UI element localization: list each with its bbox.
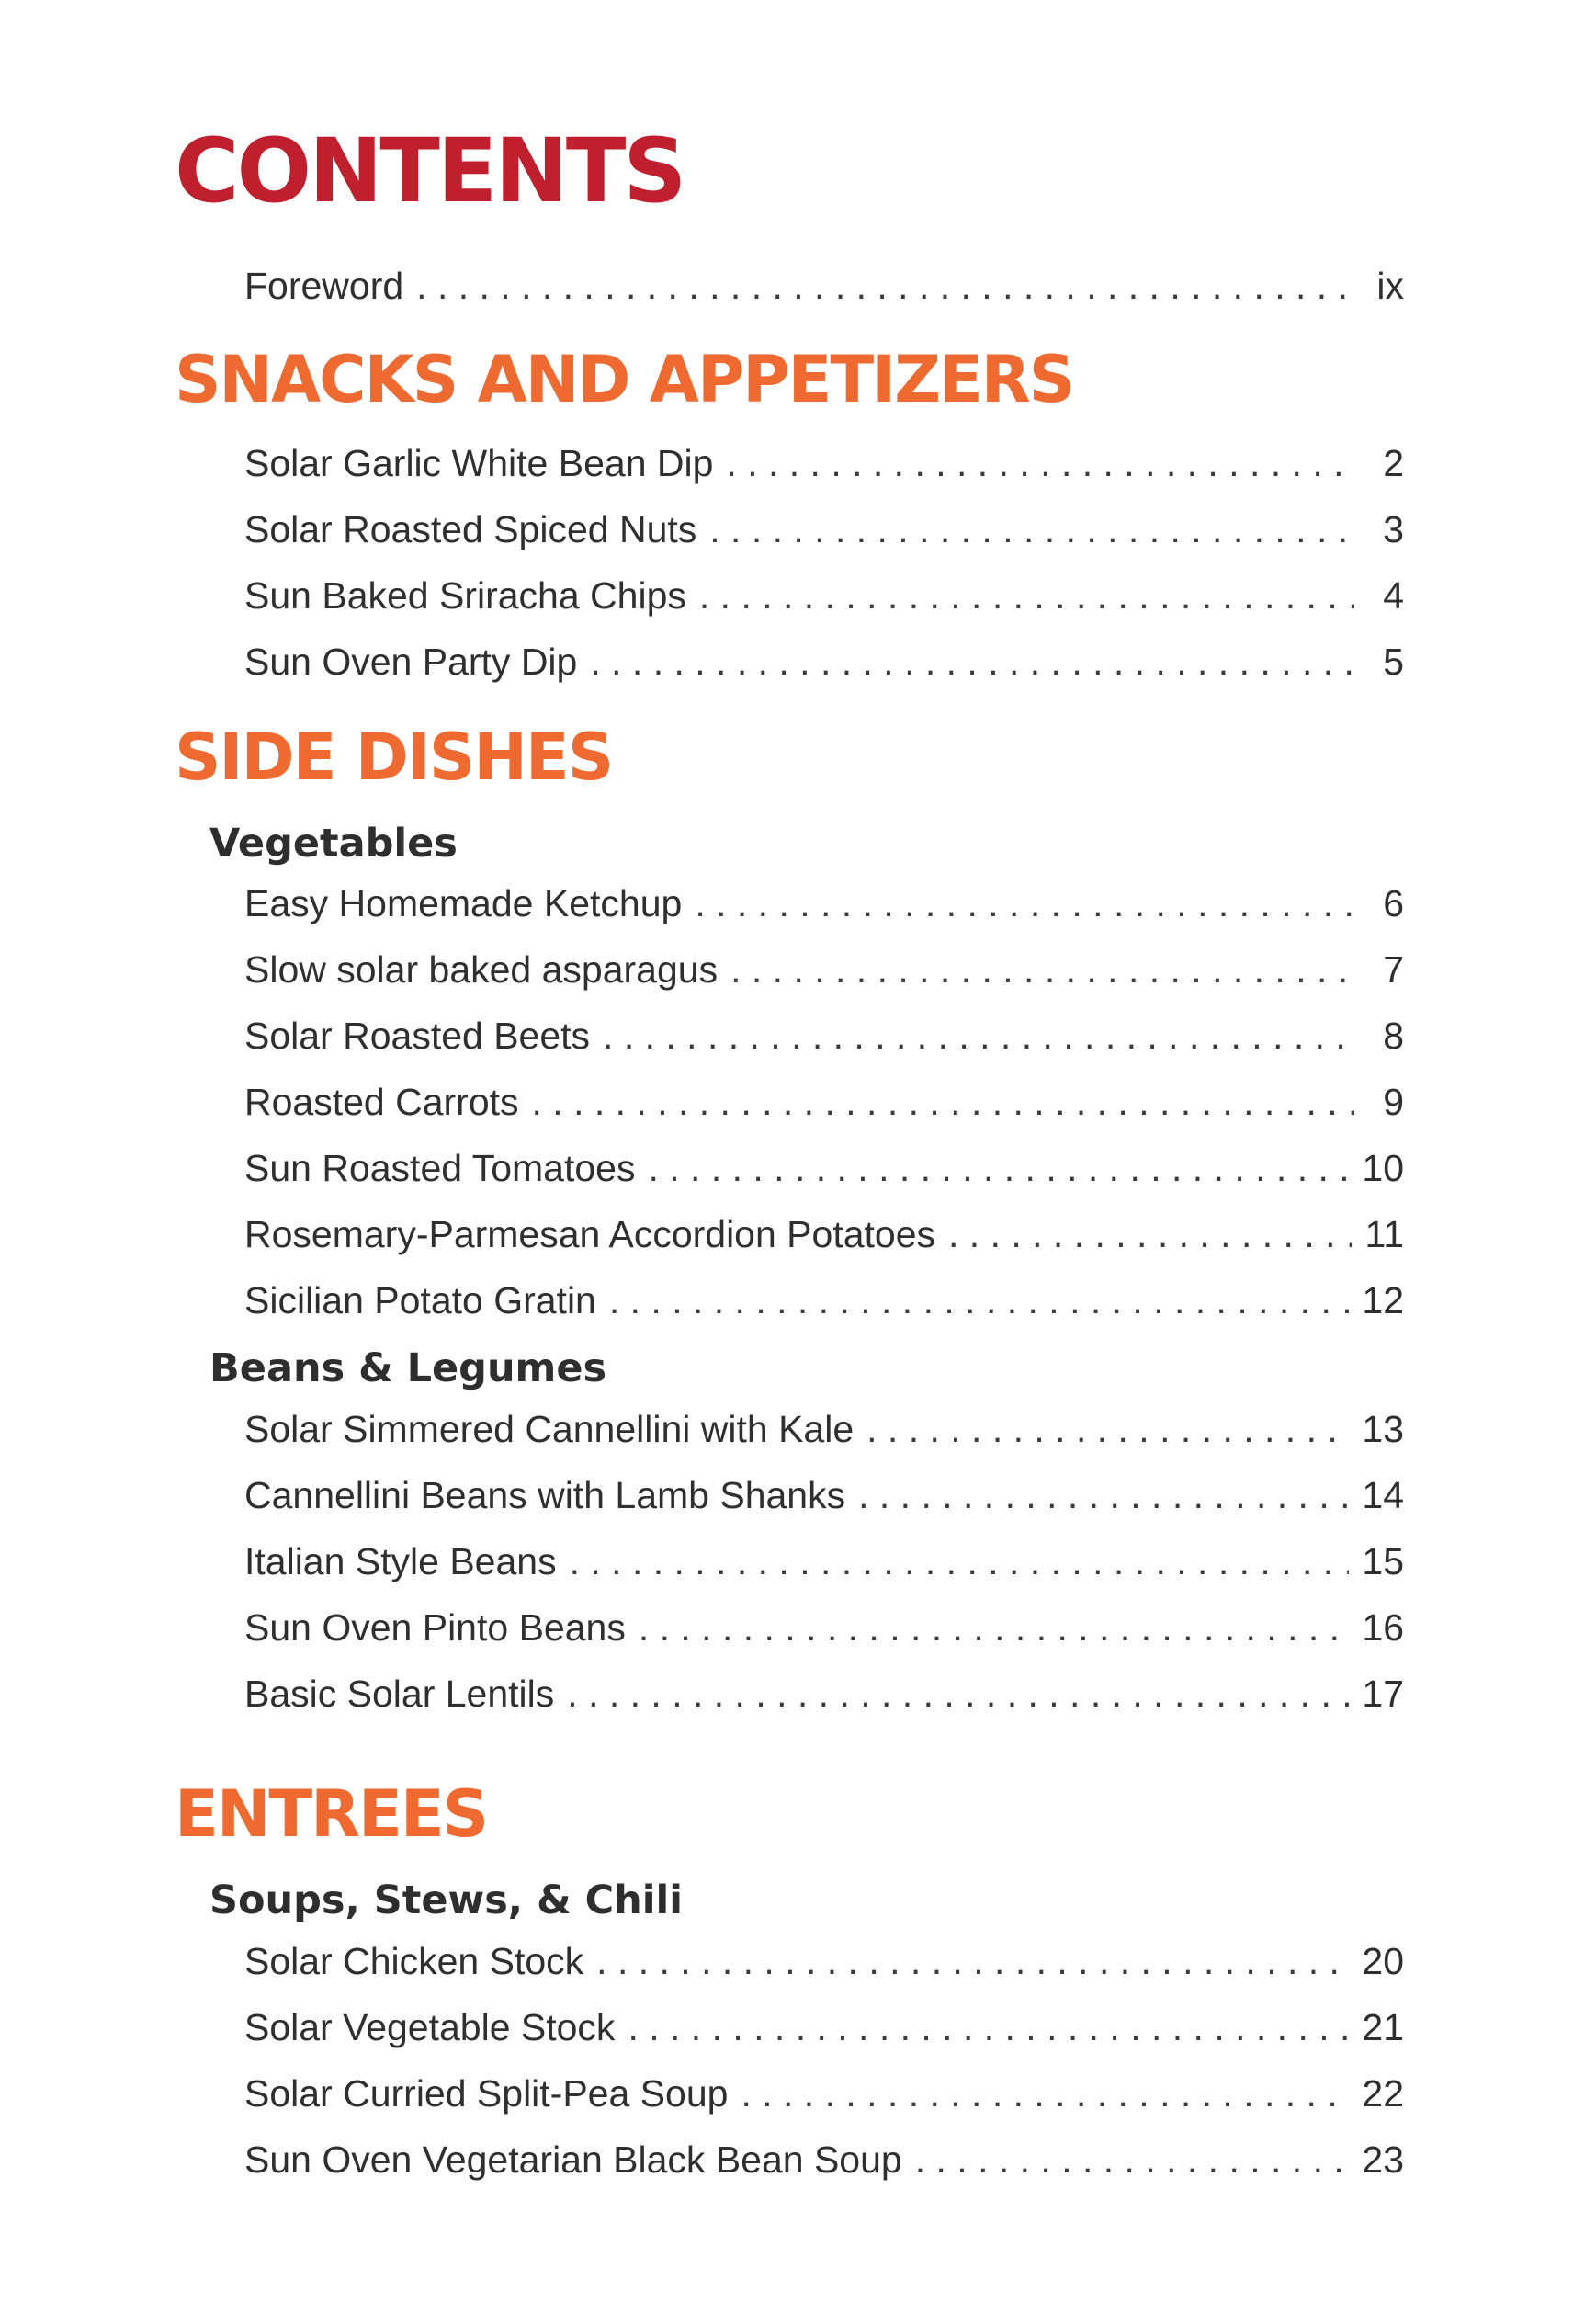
toc-entry-label: Sun Oven Vegetarian Black Bean Soup xyxy=(244,2138,902,2181)
toc-entry-label: Solar Vegetable Stock xyxy=(244,2006,616,2048)
toc-entry-page: 10 xyxy=(1362,1147,1404,1189)
toc-entry[interactable] xyxy=(244,1010,1404,1061)
toc-entry[interactable] xyxy=(244,437,1404,489)
dot-leader xyxy=(639,1602,1350,1653)
dot-leader xyxy=(567,1668,1349,1719)
section-heading-entrees: ENTREES xyxy=(175,1776,488,1852)
toc-entry-label: Sun Oven Party Dip xyxy=(244,641,578,683)
dot-leader xyxy=(648,1142,1349,1194)
toc-entry-label: Rosemary-Parmesan Accordion Potatoes xyxy=(244,1213,936,1255)
toc-entry[interactable] xyxy=(244,2068,1404,2119)
toc-entry[interactable] xyxy=(244,1602,1404,1653)
toc-entry-page: 2 xyxy=(1383,442,1404,484)
toc-entry-label: Solar Chicken Stock xyxy=(244,1940,584,1982)
toc-entry-page: 23 xyxy=(1362,2138,1404,2181)
dot-leader xyxy=(741,2068,1349,2119)
toc-entry-page: 6 xyxy=(1383,882,1404,924)
toc-entry[interactable] xyxy=(244,1208,1404,1260)
toc-entry[interactable] xyxy=(244,1668,1404,1719)
toc-entry-page: 17 xyxy=(1362,1673,1404,1715)
toc-entry-label: Solar Garlic White Bean Dip xyxy=(244,442,714,484)
dot-leader xyxy=(603,1010,1354,1061)
toc-entry-page: 16 xyxy=(1362,1606,1404,1649)
toc-entry-page: 8 xyxy=(1383,1015,1404,1057)
toc-entry-label: Roasted Carrots xyxy=(244,1081,519,1123)
dot-leader xyxy=(596,1935,1349,1987)
subsection-heading-beans: Beans & Legumes xyxy=(209,1345,607,1391)
dot-leader xyxy=(416,260,1354,312)
toc-entry[interactable] xyxy=(244,1403,1404,1455)
toc-entry-label: Foreword xyxy=(244,265,404,307)
toc-entry-page: 5 xyxy=(1383,641,1404,683)
toc-entry-page: 9 xyxy=(1383,1081,1404,1123)
toc-entry-page: 7 xyxy=(1383,948,1404,991)
toc-entry-page: 21 xyxy=(1362,2006,1404,2048)
toc-entry-label: Slow solar baked asparagus xyxy=(244,948,719,991)
dot-leader xyxy=(590,636,1354,687)
toc-entry-page: 15 xyxy=(1362,1540,1404,1582)
dot-leader xyxy=(695,878,1354,929)
toc-entry-page: 13 xyxy=(1362,1408,1404,1450)
toc-entry-page: ix xyxy=(1376,265,1404,307)
page-title: CONTENTS xyxy=(175,119,685,222)
dot-leader xyxy=(866,1403,1349,1455)
dot-leader xyxy=(726,437,1354,489)
toc-entry[interactable] xyxy=(244,1076,1404,1128)
toc-entry[interactable] xyxy=(244,944,1404,995)
toc-entry-page: 12 xyxy=(1362,1279,1404,1321)
toc-entry[interactable] xyxy=(244,570,1404,621)
dot-leader xyxy=(609,1275,1350,1326)
section-heading-snacks: SNACKS AND APPETIZERS xyxy=(175,342,1074,417)
toc-entry-page: 20 xyxy=(1362,1940,1404,1982)
dot-leader xyxy=(730,944,1354,995)
toc-entry[interactable] xyxy=(244,1142,1404,1194)
toc-entry-label: Sun Oven Pinto Beans xyxy=(244,1606,626,1649)
toc-entry[interactable] xyxy=(244,1275,1404,1326)
subsection-heading-vegetables: Vegetables xyxy=(209,821,458,867)
dot-leader xyxy=(858,1469,1349,1521)
toc-entry-label: Basic Solar Lentils xyxy=(244,1673,555,1715)
toc-entry-foreword[interactable] xyxy=(244,260,1404,312)
toc-entry-page: 14 xyxy=(1362,1474,1404,1516)
subsection-heading-soups: Soups, Stews, & Chili xyxy=(209,1877,683,1923)
dot-leader xyxy=(915,2134,1350,2185)
toc-entry[interactable] xyxy=(244,878,1404,929)
toc-entry-label: Sun Baked Sriracha Chips xyxy=(244,574,686,617)
toc-entry-page: 4 xyxy=(1383,574,1404,617)
dot-leader xyxy=(699,570,1354,621)
toc-entry-page: 3 xyxy=(1383,508,1404,550)
toc-entry-page: 11 xyxy=(1364,1213,1404,1255)
toc-entry-label: Sun Roasted Tomatoes xyxy=(244,1147,636,1189)
toc-entry-label: Easy Homemade Ketchup xyxy=(244,882,683,924)
toc-entry[interactable] xyxy=(244,1469,1404,1521)
section-heading-sides: SIDE DISHES xyxy=(175,720,613,795)
toc-entry[interactable] xyxy=(244,2134,1404,2185)
toc-entry-page: 22 xyxy=(1362,2072,1404,2115)
dot-leader xyxy=(628,2002,1349,2053)
toc-entry[interactable] xyxy=(244,1935,1404,1987)
toc-entry[interactable] xyxy=(244,504,1404,555)
dot-leader xyxy=(948,1208,1352,1260)
dot-leader xyxy=(570,1536,1350,1587)
toc-entry-label: Solar Simmered Cannellini with Kale xyxy=(244,1408,855,1450)
dot-leader xyxy=(709,504,1354,555)
toc-entry-label: Solar Roasted Spiced Nuts xyxy=(244,508,697,550)
toc-entry-label: Cannellini Beans with Lamb Shanks xyxy=(244,1474,846,1516)
toc-entry-label: Sicilian Potato Gratin xyxy=(244,1279,596,1321)
dot-leader xyxy=(532,1076,1354,1128)
toc-entry[interactable] xyxy=(244,1536,1404,1587)
toc-entry-label: Solar Curried Split-Pea Soup xyxy=(244,2072,729,2115)
toc-entry[interactable] xyxy=(244,636,1404,687)
toc-entry-label: Solar Roasted Beets xyxy=(244,1015,591,1057)
toc-entry-label: Italian Style Beans xyxy=(244,1540,557,1582)
toc-entry[interactable] xyxy=(244,2002,1404,2053)
